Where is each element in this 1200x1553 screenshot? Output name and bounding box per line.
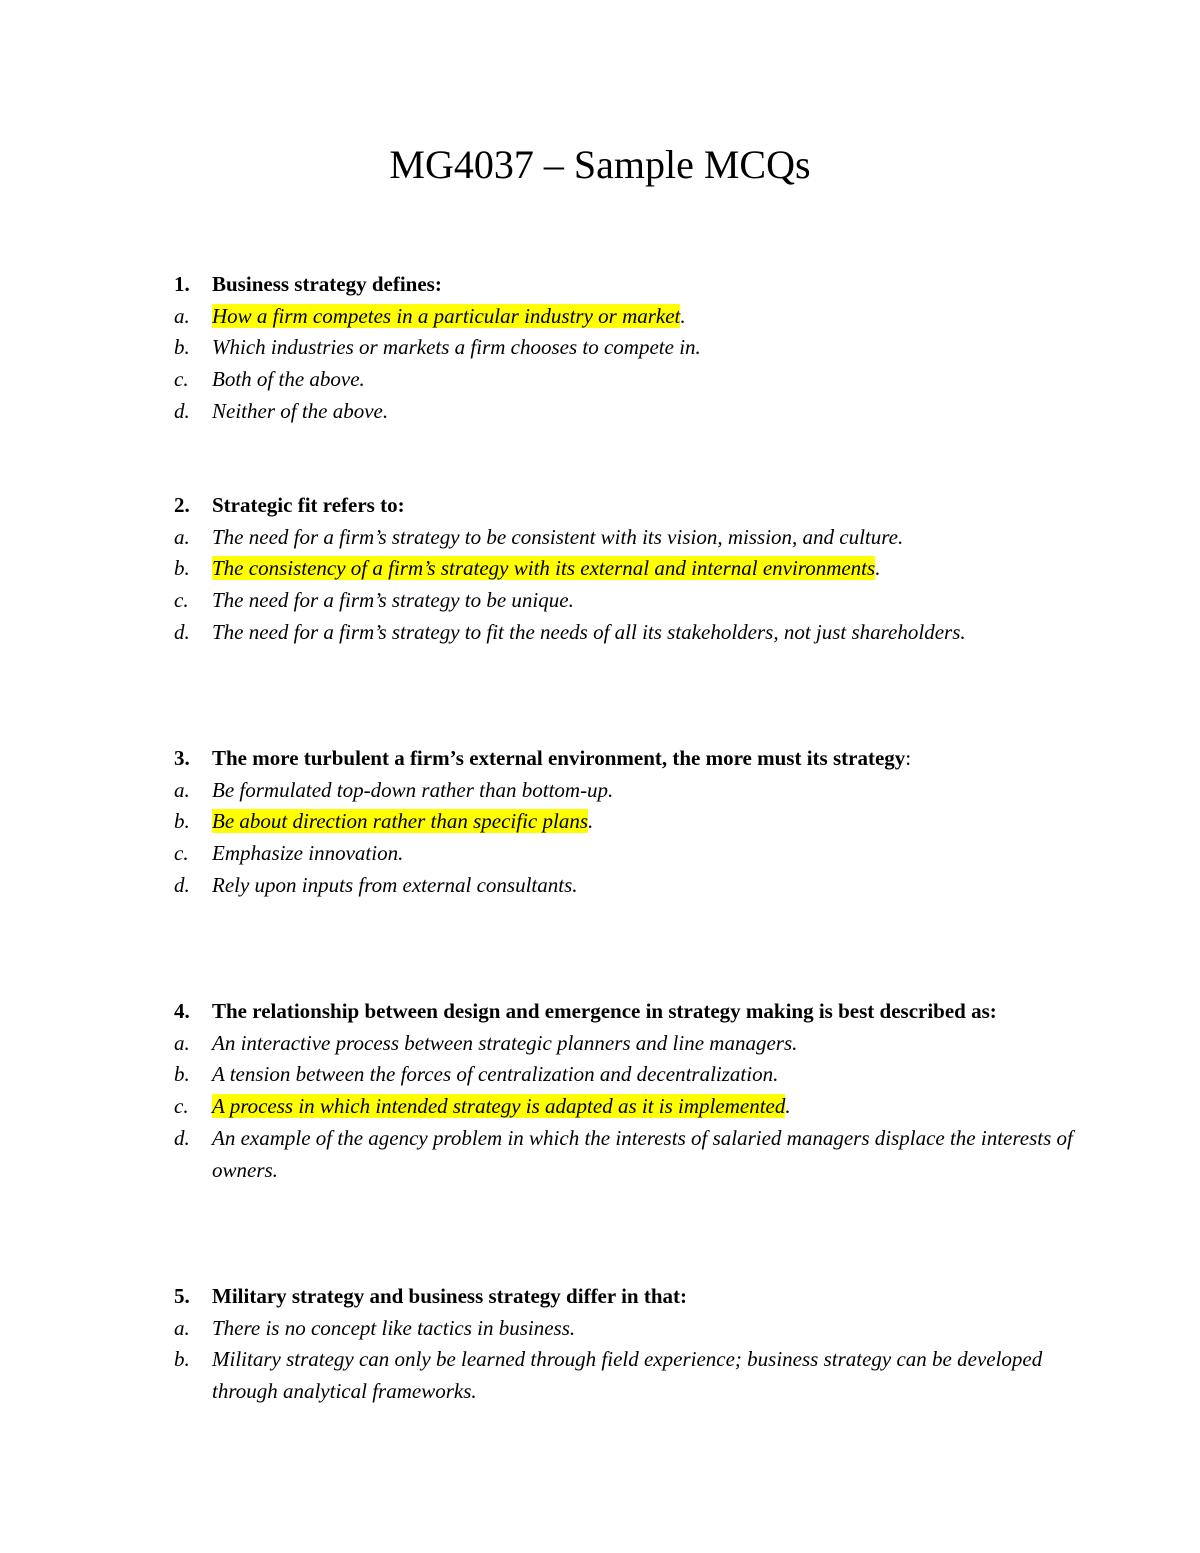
question-number: 5. bbox=[174, 1284, 190, 1308]
option-letter: b. bbox=[174, 1062, 190, 1087]
question-stem bbox=[174, 996, 1074, 1028]
option-text: The need for a firm’s strategy to fit the needs of all its stakeholders, not just shareholders. bbox=[212, 619, 966, 644]
option-a bbox=[174, 522, 1074, 554]
question-stem bbox=[174, 1281, 1074, 1313]
option-text-highlighted: How a firm competes in a particular industry or market bbox=[212, 303, 681, 328]
option-letter: d. bbox=[174, 619, 190, 644]
question-stem bbox=[174, 743, 1074, 775]
option-text: The need for a firm’s strategy to be consistent with its vision, mission, and culture. bbox=[212, 524, 904, 549]
option-d bbox=[174, 870, 1074, 902]
option-a bbox=[174, 1313, 1074, 1345]
option-letter: a. bbox=[174, 777, 190, 802]
option-b bbox=[174, 806, 1074, 838]
question-text: The more turbulent a firm’s external environment, the more must its strategy bbox=[212, 746, 906, 770]
question-number: 3. bbox=[174, 746, 190, 770]
option-letter: c. bbox=[174, 588, 189, 613]
option-letter: b. bbox=[174, 556, 190, 581]
option-text-highlighted: A process in which intended strategy is adapted as it is implemented bbox=[212, 1094, 786, 1119]
option-letter: c. bbox=[174, 1094, 189, 1119]
option-b bbox=[174, 332, 1074, 364]
question-number: 4. bbox=[174, 999, 190, 1023]
option-text: Emphasize innovation. bbox=[212, 841, 404, 866]
option-c bbox=[174, 585, 1074, 617]
question-text: Business strategy defines: bbox=[212, 272, 442, 296]
option-text: Neither of the above. bbox=[212, 398, 389, 423]
option-suffix: . bbox=[588, 809, 594, 834]
option-suffix: . bbox=[680, 303, 686, 328]
option-a bbox=[174, 1028, 1074, 1060]
option-letter: b. bbox=[174, 335, 190, 360]
question-colon: : bbox=[905, 746, 912, 770]
option-c bbox=[174, 1091, 1074, 1123]
option-d bbox=[174, 396, 1074, 428]
question-stem bbox=[174, 269, 1074, 301]
option-text: Military strategy can only be learned through field experience; business strategy can be developed through analytical frameworks. bbox=[212, 1347, 1043, 1404]
question-text: Strategic fit refers to: bbox=[212, 493, 405, 517]
option-text: An example of the agency problem in which the interests of salaried managers displace the interests of owners. bbox=[212, 1125, 1073, 1182]
option-text: There is no concept like tactics in business. bbox=[212, 1315, 576, 1340]
page-title: MG4037 – Sample MCQs bbox=[389, 142, 811, 187]
option-text: The need for a firm’s strategy to be unique. bbox=[212, 588, 574, 613]
option-letter: a. bbox=[174, 1315, 190, 1340]
question-2 bbox=[174, 490, 1074, 649]
option-letter: c. bbox=[174, 841, 189, 866]
option-text: Which industries or markets a firm chooses to compete in. bbox=[212, 335, 701, 360]
option-b bbox=[174, 1344, 1074, 1407]
option-letter: d. bbox=[174, 872, 190, 897]
question-text: The relationship between design and emergence in strategy making is best described as: bbox=[212, 999, 997, 1023]
question-5 bbox=[174, 1281, 1074, 1408]
option-letter: b. bbox=[174, 809, 190, 834]
option-text: An interactive process between strategic planners and line managers. bbox=[212, 1030, 798, 1055]
option-text-highlighted: The consistency of a firm’s strategy with its external and internal environments bbox=[212, 556, 876, 581]
question-3 bbox=[174, 743, 1074, 902]
option-c bbox=[174, 364, 1074, 396]
option-letter: c. bbox=[174, 367, 189, 392]
option-a bbox=[174, 301, 1074, 333]
question-number: 1. bbox=[174, 272, 190, 296]
option-text: Rely upon inputs from external consultants. bbox=[212, 872, 578, 897]
option-letter: a. bbox=[174, 303, 190, 328]
question-stem bbox=[174, 490, 1074, 522]
option-letter: a. bbox=[174, 524, 190, 549]
option-c bbox=[174, 838, 1074, 870]
option-b bbox=[174, 1059, 1074, 1091]
option-suffix: . bbox=[785, 1094, 791, 1119]
option-a bbox=[174, 775, 1074, 807]
option-b bbox=[174, 553, 1074, 585]
option-suffix: . bbox=[875, 556, 881, 581]
option-letter: d. bbox=[174, 1125, 190, 1150]
question-1 bbox=[174, 269, 1074, 428]
option-d bbox=[174, 1123, 1074, 1186]
question-4 bbox=[174, 996, 1074, 1186]
question-number: 2. bbox=[174, 493, 190, 517]
option-text: Be formulated top-down rather than bottom-up. bbox=[212, 777, 614, 802]
option-letter: a. bbox=[174, 1030, 190, 1055]
question-text: Military strategy and business strategy differ in that: bbox=[212, 1284, 687, 1308]
option-letter: d. bbox=[174, 398, 190, 423]
option-text: A tension between the forces of centralization and decentralization. bbox=[212, 1062, 779, 1087]
option-d bbox=[174, 617, 1074, 649]
option-letter: b. bbox=[174, 1347, 190, 1372]
option-text: Both of the above. bbox=[212, 367, 365, 392]
option-text-highlighted: Be about direction rather than specific plans bbox=[212, 809, 589, 834]
